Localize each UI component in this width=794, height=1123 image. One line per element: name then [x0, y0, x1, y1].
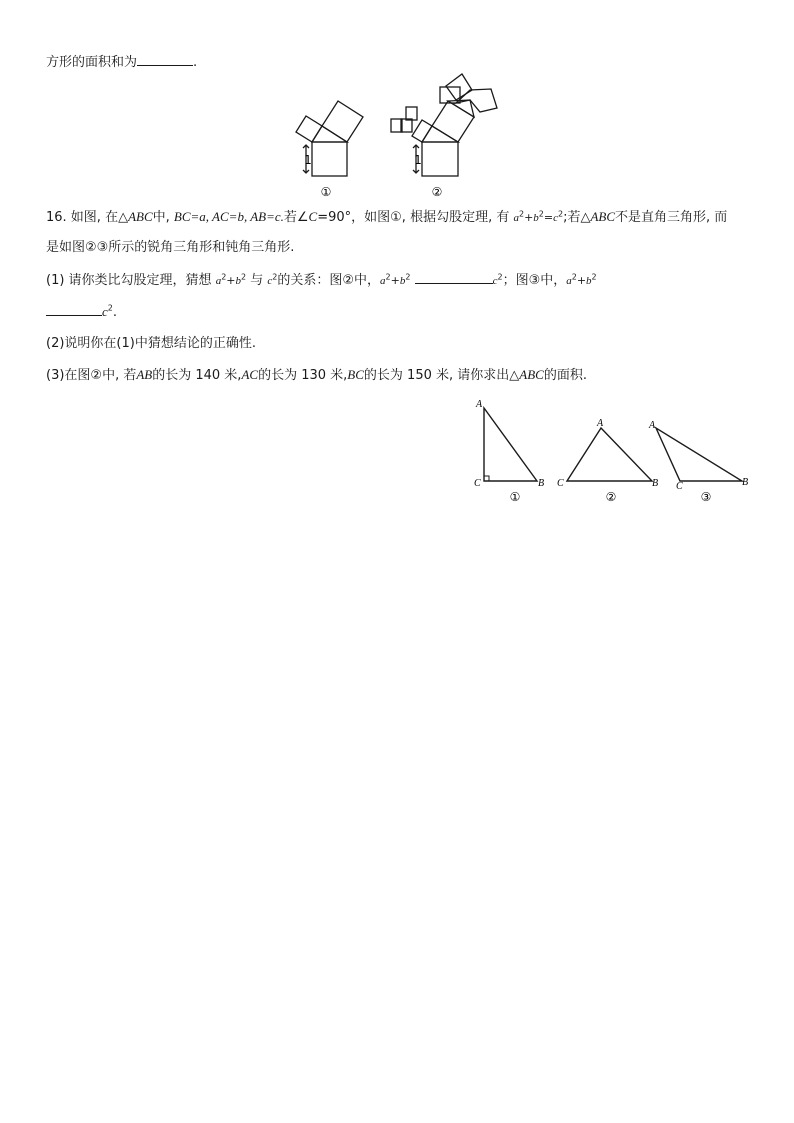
q16-p3-bc: BC: [347, 367, 364, 382]
q16-l1-b: 中,: [152, 210, 174, 225]
fig15-label-1: ①: [320, 185, 332, 199]
q16-part1-line-b: $c^2$.: [46, 303, 117, 322]
eq-b: b: [533, 212, 539, 224]
q16-p3-abc: ABC: [519, 367, 544, 382]
q16-p2: (2)说明你在(1)中猜想结论的正确性.: [46, 336, 256, 351]
fig16-3-A: A: [649, 420, 656, 431]
fig16-3-B: B: [742, 477, 749, 488]
q16-l1-c: 若∠: [283, 210, 309, 225]
p1-c2: $c^2$: [267, 272, 278, 287]
q16-p3-c: 的长为 130 米,: [258, 368, 348, 383]
q16-p3-ab: AB: [136, 367, 153, 382]
fig16-2-A: A: [597, 418, 604, 429]
q16-l2: 是如图②③所示的锐角三角形和钝角三角形.: [46, 240, 295, 255]
eq-plus: +: [524, 211, 534, 224]
fig15-unit-2: 1: [414, 153, 422, 167]
fig16-2-C: C: [557, 478, 564, 489]
q16-p3-b: 的长为 140 米,: [152, 368, 242, 383]
q16-p3-e: 的面积.: [543, 368, 587, 383]
q16-p1-rel: 的关系：图②中，: [277, 273, 381, 288]
q16-l1-abc2: ABC: [590, 209, 616, 224]
fig16-label-2: ②: [605, 490, 617, 504]
triangle-obtuse: [656, 428, 742, 481]
p1-b2: b: [399, 275, 406, 287]
q16-l1-abc1: ABC: [128, 209, 153, 224]
q16-l1-C: C: [308, 209, 318, 224]
p1-c4: c: [102, 304, 108, 319]
fig16-label-1: ①: [509, 490, 521, 504]
fig15-unit-1: 1: [304, 153, 312, 167]
p1-a3: a: [566, 275, 572, 287]
eq-c: c: [553, 212, 558, 224]
p1-c2-b: $c^2$: [492, 272, 503, 287]
fig16-2-B: B: [652, 478, 659, 489]
p1-a2: a: [380, 275, 386, 287]
fig16-1-A: A: [476, 399, 483, 410]
q16-p3-a: (3)在图②中, 若: [46, 368, 137, 383]
fig16-3-C: C: [676, 481, 683, 492]
q15-tail-text: 方形的面积和为: [46, 55, 138, 70]
p1-c: c: [267, 275, 273, 287]
q16-l1-equation: $a^2+b^2=c^2$: [513, 209, 564, 224]
p1-expr-1: $a^2+b^2$: [215, 272, 247, 287]
triangle-acute: [567, 428, 652, 481]
p1-b: b: [235, 275, 242, 287]
fig16-1-B: B: [538, 478, 545, 489]
eq-eq: =: [543, 211, 554, 224]
q15-tail-end: .: [193, 55, 198, 70]
p1-b3: b: [586, 275, 592, 287]
q16-l1-bc: BC=a, AC=b, AB=c.: [173, 209, 284, 224]
fig16-label-3: ③: [700, 490, 712, 504]
p1-expr-3: $a^2+b^2$: [566, 272, 597, 287]
p1-c3: c: [492, 275, 498, 287]
q16-p1-yu: 与: [250, 273, 264, 288]
q16-l1-a: 16. 如图, 在△: [46, 210, 129, 225]
fig16-1-C: C: [474, 478, 481, 489]
fig15-label-2: ②: [431, 185, 443, 199]
triangle-right: [484, 408, 537, 481]
q16-p3-d: 的长为 150 米, 请你求出△: [363, 368, 520, 383]
q16-l1-d: =90°，如图①, 根据勾股定理, 有: [317, 210, 510, 225]
q16-p1-a: (1) 请你类比勾股定理，猜想: [46, 273, 212, 288]
eq-a: a: [513, 212, 519, 224]
p1-expr-2: $a^2+b^2$: [380, 272, 411, 287]
q16-p1-mid: ；图③中，: [502, 273, 567, 288]
q16-p3-ac: AC: [241, 367, 259, 382]
q16-l1-e: ;若△: [563, 210, 591, 225]
p1-a: a: [215, 275, 222, 287]
q16-l1-f: 不是直角三角形, 而: [615, 210, 728, 225]
